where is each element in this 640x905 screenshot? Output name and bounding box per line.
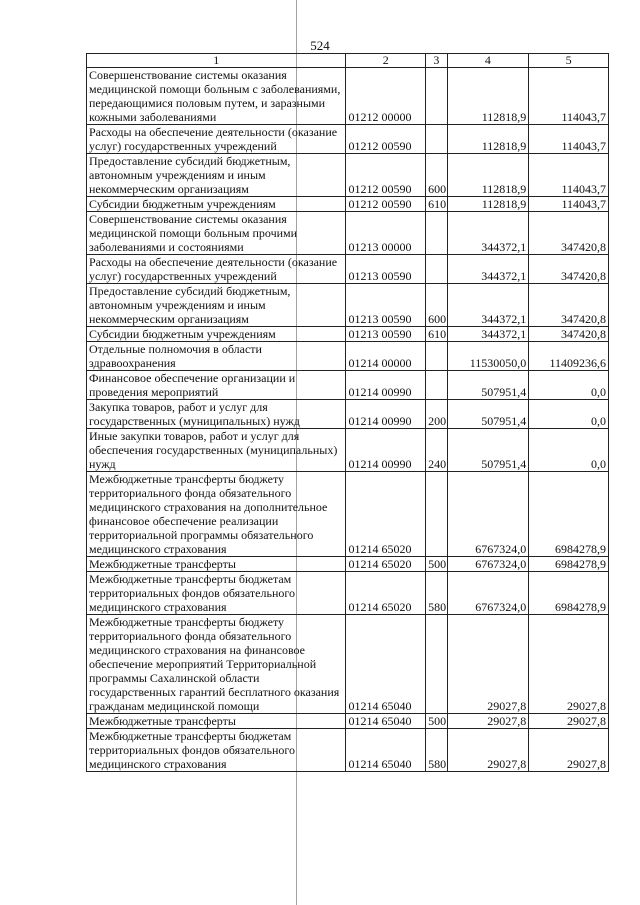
- cell-v4: 344372,1: [447, 212, 529, 255]
- cell-type: [426, 342, 447, 371]
- cell-code: 01214 00990: [346, 400, 426, 429]
- cell-name: Межбюджетные трансферты бюджету территориального фонда обязательного медицинского страхования на дополнительное финансовое обеспечение реализации территориальной программы обязательного медицинского страхования: [87, 472, 346, 557]
- cell-name: Межбюджетные трансферты бюджету территориального фонда обязательного медицинского страхования на финансовое обеспечение мероприятий Территориальной программы Сахалинской области государственных гарантий бесплатного оказания гражданам медицинской помощи: [87, 615, 346, 714]
- cell-type: [426, 371, 447, 400]
- table-row: [87, 255, 609, 284]
- table-row: [87, 729, 609, 772]
- cell-name: Совершенствование системы оказания медицинской помощи больным прочими заболеваниями и состояниями: [87, 212, 346, 255]
- table-row: [87, 572, 609, 615]
- cell-name: Расходы на обеспечение деятельности (оказание услуг) государственных учреждений: [87, 125, 346, 154]
- cell-v4: 6767324,0: [447, 472, 529, 557]
- cell-v4: 507951,4: [447, 371, 529, 400]
- cell-type: 600: [426, 284, 447, 327]
- cell-type: 500: [426, 557, 447, 572]
- cell-v4: 6767324,0: [447, 557, 529, 572]
- cell-v5: 347420,8: [529, 327, 609, 342]
- column-header-2: 2: [346, 54, 426, 68]
- cell-v4: 29027,8: [447, 714, 529, 729]
- cell-type: [426, 255, 447, 284]
- cell-code: 01214 65040: [346, 729, 426, 772]
- table-row: [87, 400, 609, 429]
- cell-v4: 29027,8: [447, 729, 529, 772]
- cell-type: 600: [426, 154, 447, 197]
- cell-name: Расходы на обеспечение деятельности (оказание услуг) государственных учреждений: [87, 255, 346, 284]
- cell-v4: 29027,8: [447, 615, 529, 714]
- cell-name: Субсидии бюджетным учреждениям: [87, 197, 346, 212]
- cell-v4: 112818,9: [447, 125, 529, 154]
- cell-name: Финансовое обеспечение организации и проведения мероприятий: [87, 371, 346, 400]
- cell-v4: 11530050,0: [447, 342, 529, 371]
- cell-code: 01214 00000: [346, 342, 426, 371]
- cell-type: 580: [426, 572, 447, 615]
- table-row: [87, 327, 609, 342]
- cell-code: 01214 65020: [346, 557, 426, 572]
- cell-type: [426, 615, 447, 714]
- table-row: [87, 472, 609, 557]
- cell-code: 01214 00990: [346, 371, 426, 400]
- cell-name: Иные закупки товаров, работ и услуг для обеспечения государственных (муниципальных) нужд: [87, 429, 346, 472]
- cell-v5: 114043,7: [529, 125, 609, 154]
- cell-type: 200: [426, 400, 447, 429]
- cell-type: 580: [426, 729, 447, 772]
- table-header-row: [87, 54, 609, 68]
- cell-type: 610: [426, 327, 447, 342]
- cell-v5: 0,0: [529, 400, 609, 429]
- cell-v4: 344372,1: [447, 327, 529, 342]
- table-row: [87, 557, 609, 572]
- cell-v4: 344372,1: [447, 284, 529, 327]
- cell-type: 500: [426, 714, 447, 729]
- cell-name: Отдельные полномочия в области здравоохранения: [87, 342, 346, 371]
- cell-code: 01214 65020: [346, 472, 426, 557]
- cell-v4: 507951,4: [447, 429, 529, 472]
- column-header-5: 5: [529, 54, 609, 68]
- cell-v5: 6984278,9: [529, 557, 609, 572]
- cell-v5: 347420,8: [529, 284, 609, 327]
- cell-name: Межбюджетные трансферты бюджетам территориальных фондов обязательного медицинского страхования: [87, 729, 346, 772]
- table-row: [87, 429, 609, 472]
- table-row: [87, 342, 609, 371]
- cell-code: 01213 00000: [346, 212, 426, 255]
- table-row: [87, 371, 609, 400]
- cell-code: 01212 00590: [346, 197, 426, 212]
- cell-code: 01213 00590: [346, 327, 426, 342]
- table-row: [87, 197, 609, 212]
- cell-v5: 6984278,9: [529, 472, 609, 557]
- cell-v4: 6767324,0: [447, 572, 529, 615]
- cell-code: 01214 00990: [346, 429, 426, 472]
- cell-type: 610: [426, 197, 447, 212]
- cell-v5: 29027,8: [529, 615, 609, 714]
- cell-code: 01214 65040: [346, 714, 426, 729]
- cell-v5: 114043,7: [529, 154, 609, 197]
- cell-v5: 114043,7: [529, 197, 609, 212]
- cell-v5: 114043,7: [529, 68, 609, 125]
- cell-name: Межбюджетные трансферты: [87, 557, 346, 572]
- table-row: [87, 68, 609, 125]
- cell-code: 01213 00590: [346, 255, 426, 284]
- table-row: [87, 615, 609, 714]
- table-row: [87, 714, 609, 729]
- budget-table: [86, 53, 609, 772]
- cell-type: [426, 125, 447, 154]
- cell-code: 01212 00000: [346, 68, 426, 125]
- cell-v4: 344372,1: [447, 255, 529, 284]
- column-header-1: 1: [87, 54, 346, 68]
- cell-name: Закупка товаров, работ и услуг для государственных (муниципальных) нужд: [87, 400, 346, 429]
- cell-v5: 11409236,6: [529, 342, 609, 371]
- cell-name: Предоставление субсидий бюджетным, автономным учреждениям и иным некоммерческим организациям: [87, 284, 346, 327]
- cell-v4: 112818,9: [447, 154, 529, 197]
- cell-v4: 112818,9: [447, 197, 529, 212]
- cell-v5: 29027,8: [529, 729, 609, 772]
- cell-name: Совершенствование системы оказания медицинской помощи больным с заболеваниями, передающимися половым путем, и заразными кожными заболеваниями: [87, 68, 346, 125]
- table-row: [87, 154, 609, 197]
- cell-code: 01212 00590: [346, 125, 426, 154]
- cell-code: 01214 65040: [346, 615, 426, 714]
- cell-name: Предоставление субсидий бюджетным, автономным учреждениям и иным некоммерческим организациям: [87, 154, 346, 197]
- cell-v5: 6984278,9: [529, 572, 609, 615]
- cell-name: Субсидии бюджетным учреждениям: [87, 327, 346, 342]
- cell-v4: 507951,4: [447, 400, 529, 429]
- cell-name: Межбюджетные трансферты бюджетам территориальных фондов обязательного медицинского страхования: [87, 572, 346, 615]
- cell-name: Межбюджетные трансферты: [87, 714, 346, 729]
- table-row: [87, 212, 609, 255]
- cell-v5: 347420,8: [529, 212, 609, 255]
- cell-code: 01214 65020: [346, 572, 426, 615]
- cell-type: [426, 68, 447, 125]
- cell-type: [426, 212, 447, 255]
- column-header-4: 4: [447, 54, 529, 68]
- cell-v5: 0,0: [529, 429, 609, 472]
- cell-v4: 112818,9: [447, 68, 529, 125]
- table-row: [87, 125, 609, 154]
- cell-v5: 29027,8: [529, 714, 609, 729]
- table-row: [87, 284, 609, 327]
- cell-type: [426, 472, 447, 557]
- cell-type: 240: [426, 429, 447, 472]
- column-header-3: 3: [426, 54, 447, 68]
- cell-code: 01213 00590: [346, 284, 426, 327]
- cell-v5: 347420,8: [529, 255, 609, 284]
- cell-code: 01212 00590: [346, 154, 426, 197]
- page-number: 524: [310, 38, 330, 53]
- cell-v5: 0,0: [529, 371, 609, 400]
